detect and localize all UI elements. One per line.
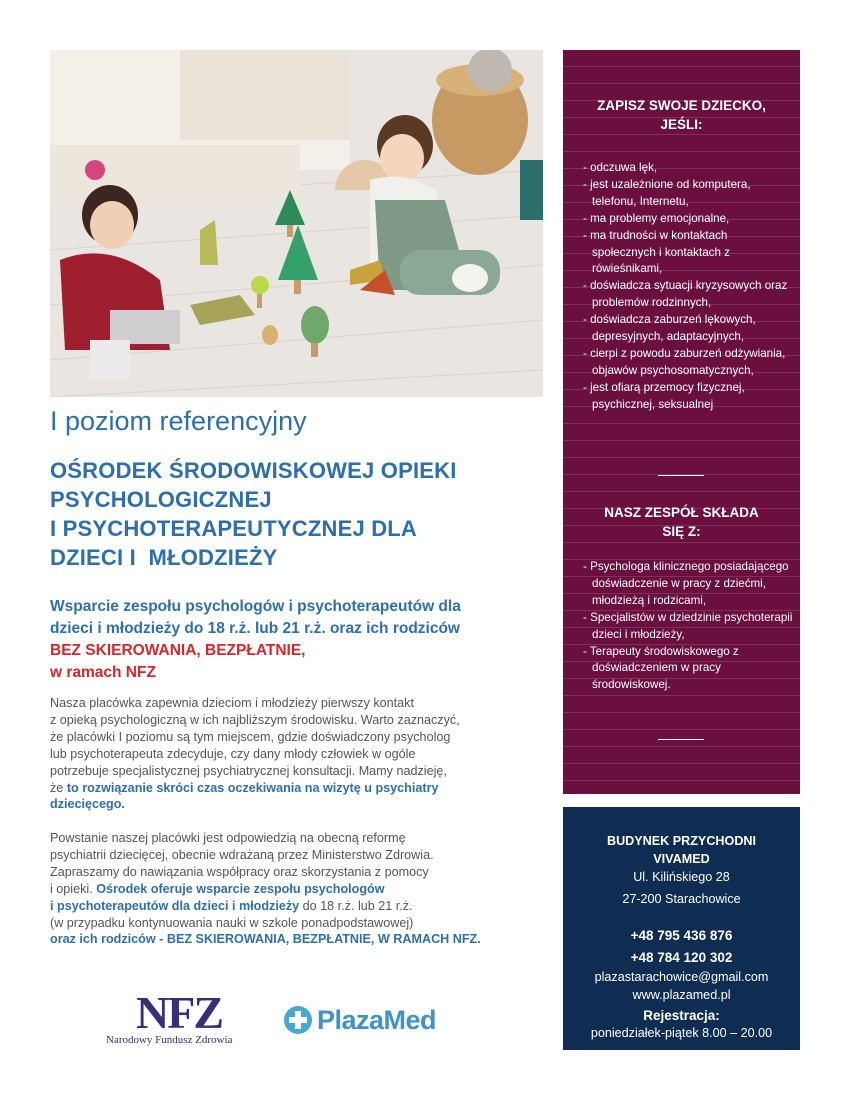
nfz-logo-name: Narodowy Fundusz Zdrowia (106, 1034, 233, 1046)
lead-free-notice: BEZ SKIEROWANIA, BEZPŁATNIE, (50, 642, 306, 659)
registration-label: Rejestracja: (643, 1008, 720, 1023)
paragraph-highlight: dziecięcego. (50, 797, 125, 812)
plazamed-logo (283, 1003, 436, 1037)
children-playing-illustration (50, 50, 543, 397)
medical-cross-icon (283, 1005, 313, 1035)
paragraph-line: potrzebuje specjalistycznej psychiatrycznej konsultacji. Mamy nadzieję, (50, 763, 447, 778)
nfz-logo (106, 987, 261, 1050)
list-item: - cierpi z powodu zaburzeń odżywiania, objawów psychosomatycznych, (583, 346, 786, 377)
intro-paragraph (50, 695, 545, 813)
conditions-list (583, 160, 793, 414)
title-line: DZIECI I MŁODZIEŻY (50, 545, 278, 570)
subtitle: I poziom referencyjny (50, 406, 307, 436)
paragraph-line: że placówki I poziomu są tym miejscem, gdzie doświadczony psycholog (50, 729, 451, 744)
list-item: - doświadcza zaburzeń lękowych, depresyjnych, adaptacyjnych, (583, 313, 756, 344)
paragraph-highlight: to rozwiązanie skróci czas oczekiwania na wizytę u psychiatry (66, 780, 439, 795)
paragraph-text: i opieki. (50, 881, 97, 896)
paragraph-line: (w przypadku kontynuowania nauki w szkole ponadpodstawowej) (50, 915, 414, 930)
sidebar-heading-line: ZAPISZ SWOJE DZIECKO, (597, 98, 766, 113)
paragraph-line: Nasza placówka zapewnia dzieciom i młodzieży pierwszy kontakt (50, 696, 414, 710)
list-item: - jest uzależnione od komputera, telefonu, Internetu, (583, 177, 751, 208)
sidebar-heading-team (563, 503, 800, 541)
lead-line: dzieci i młodzieży do 18 r.ż. lub 21 r.ż. oraz ich rodziców (50, 620, 460, 637)
title-line: OŚRODEK ŚRODOWISKOWEJ OPIEKI (50, 458, 457, 483)
list-item: - odczuwa lęk, (583, 161, 658, 174)
paragraph-line: Powstanie naszej placówki jest odpowiedzią na obecną reformę (50, 831, 406, 845)
phone-link[interactable]: +48 795 436 876 (630, 928, 733, 943)
paragraph-line: z opieką psychologiczną w ich najbliższym środowisku. Warto zaznaczyć, (50, 712, 460, 727)
paragraph-line: psychiatrii dziecięcej, obecnie wdrażaną przez Ministerstwo Zdrowia. (50, 847, 434, 862)
list-item: - Terapeuty środowiskowego z doświadczeniem w pracy środowiskowej. (583, 644, 739, 692)
building-name: BUDYNEK PRZYCHODNI (606, 834, 757, 848)
paragraph-line: lub psychoterapeuta zdecyduje, czy dany młody człowiek w ogóle (50, 746, 416, 761)
list-item: - ma problemy emocjonalne, (583, 211, 730, 225)
paragraph-highlight: i psychoterapeutów dla dzieci i młodzieży (50, 898, 300, 913)
sidebar-heading-line: SIĘ Z: (662, 524, 701, 539)
team-list (583, 559, 793, 694)
street-address: Ul. Kilińskiego 28 (633, 870, 730, 884)
title-line: PSYCHOLOGICZNEJ (50, 487, 272, 512)
sidebar-panel (563, 50, 800, 794)
hero-photo (50, 50, 543, 397)
opening-hours: poniedziałek-piątek 8.00 – 20.00 (590, 1026, 773, 1040)
website-link[interactable]: www.plazamed.pl (632, 988, 731, 1002)
paragraph-line (50, 780, 545, 797)
nfz-logo-mark: NFZ (136, 987, 222, 1038)
list-item: - Psychologa klinicznego posiadającego doświadczenie w pracy z dziećmi, młodzieżą i rodzicami, (583, 560, 789, 607)
paragraph-line (50, 898, 545, 915)
city-address: 27-200 Starachowice (622, 892, 741, 906)
divider (658, 739, 704, 740)
paragraph-line (50, 881, 545, 898)
paragraph-highlight: Ośrodek oferuje wsparcie zespołu psychologów (96, 881, 385, 896)
contact-box (563, 807, 800, 1050)
paragraph-text: że (50, 780, 67, 795)
building-name: VIVAMED (653, 852, 710, 866)
reform-paragraph (50, 830, 545, 948)
sidebar-heading-line: NASZ ZESPÓŁ SKŁADA (604, 505, 759, 520)
list-item: - jest ofiarą przemocy fizycznej, psychicznej, seksualnej (583, 380, 745, 411)
paragraph-text: do 18 r.ż. lub 21 r.ż. (299, 898, 413, 913)
lead-text (50, 596, 550, 684)
page-title (50, 456, 540, 572)
sidebar-heading-line: JEŚLI: (660, 117, 703, 132)
phone-link[interactable]: +48 784 120 302 (630, 950, 733, 965)
title-line: I PSYCHOTERAPEUTYCZNEJ DLA (50, 516, 418, 541)
plazamed-logo-text: PlazaMed (317, 1004, 437, 1035)
paragraph-highlight: oraz ich rodziców - BEZ SKIEROWANIA, BEZPŁATNIE, W RAMACH NFZ. (50, 932, 481, 947)
list-item: - doświadcza sytuacji kryzysowych oraz problemów rodzinnych, (583, 279, 788, 310)
list-item: - ma trudności w kontaktach społecznych i kontaktach z rówieśnikami, (583, 228, 730, 276)
sidebar-heading-signup (563, 96, 800, 134)
paragraph-line: Zapraszamy do nawiązania współpracy oraz skorzystania z pomocy (50, 864, 429, 879)
lead-nfz-notice: w ramach NFZ (50, 664, 156, 681)
list-item: - Specjalistów w dziedzinie psychoterapii dzieci i młodzieży, (583, 610, 793, 641)
divider (658, 475, 704, 476)
email-link[interactable]: plazastarachowice@gmail.com (594, 970, 769, 984)
lead-line: Wsparcie zespołu psychologów i psychoterapeutów dla (50, 598, 461, 615)
